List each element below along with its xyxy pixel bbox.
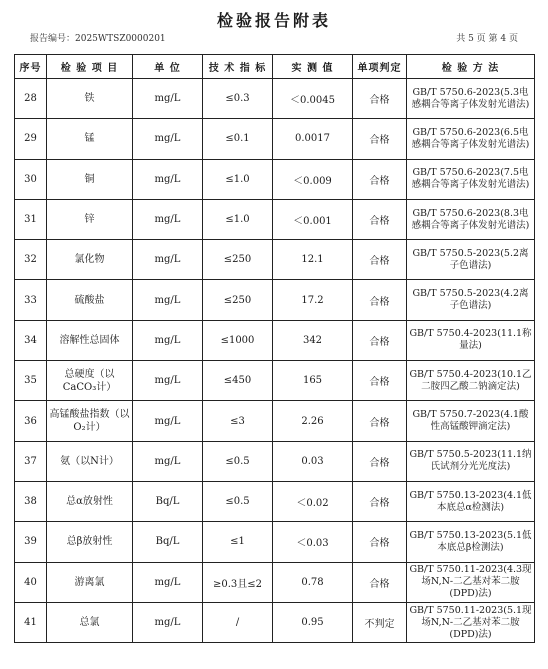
test-method: GB/T 5750.6-2023(6.5电感耦合等离子体发射光谱法) [407, 119, 535, 159]
measured-value: 12.1 [273, 240, 353, 280]
technical-standard: ≤0.5 [203, 441, 273, 481]
technical-standard: ≤250 [203, 240, 273, 280]
measured-value: 2.26 [273, 401, 353, 441]
page-info: 共 5 页 第 4 页 [456, 34, 518, 44]
unit: mg/L [133, 199, 203, 239]
row-number: 28 [15, 79, 47, 119]
judgement: 合格 [353, 199, 407, 239]
table-row [15, 361, 535, 401]
header-no: 序号 [15, 55, 47, 79]
technical-standard: ≤1 [203, 522, 273, 562]
measured-value: 0.03 [273, 441, 353, 481]
test-item: 游离氯 [47, 562, 133, 602]
judgement: 不判定 [353, 602, 407, 642]
unit: mg/L [133, 562, 203, 602]
technical-standard: ≤0.5 [203, 481, 273, 521]
judgement: 合格 [353, 79, 407, 119]
test-method: GB/T 5750.5-2023(11.1纳氏试剂分光光度法) [407, 441, 535, 481]
row-number: 37 [15, 441, 47, 481]
unit: Bq/L [133, 481, 203, 521]
unit: mg/L [133, 79, 203, 119]
test-method: GB/T 5750.13-2023(4.1低本底总α检测法) [407, 481, 535, 521]
technical-standard: ≤0.3 [203, 79, 273, 119]
test-item: 总氯 [47, 602, 133, 642]
measured-value: 0.95 [273, 602, 353, 642]
test-method: GB/T 5750.4-2023(11.1称量法) [407, 320, 535, 360]
table-header-row [15, 55, 535, 79]
test-method: GB/T 5750.6-2023(8.3电感耦合等离子体发射光谱法) [407, 199, 535, 239]
row-number: 36 [15, 401, 47, 441]
test-item: 铜 [47, 159, 133, 199]
row-number: 33 [15, 280, 47, 320]
judgement: 合格 [353, 240, 407, 280]
row-number: 32 [15, 240, 47, 280]
row-number: 41 [15, 602, 47, 642]
row-number: 30 [15, 159, 47, 199]
unit: mg/L [133, 602, 203, 642]
header-judgement: 单项判定 [353, 55, 407, 79]
table-row [15, 280, 535, 320]
judgement: 合格 [353, 119, 407, 159]
report-title: 检验报告附表 [216, 11, 331, 30]
judgement: 合格 [353, 441, 407, 481]
header-value: 实 测 值 [273, 55, 353, 79]
table-row [15, 119, 535, 159]
test-method: GB/T 5750.6-2023(7.5电感耦合等离子体发射光谱法) [407, 159, 535, 199]
table-row [15, 602, 535, 642]
test-method: GB/T 5750.11-2023(4.3现场N,N-二乙基对苯二胺(DPD)法) [407, 562, 535, 602]
table-row [15, 401, 535, 441]
judgement: 合格 [353, 522, 407, 562]
measured-value: 342 [273, 320, 353, 360]
measured-value: ＜0.02 [273, 481, 353, 521]
test-item: 硫酸盐 [47, 280, 133, 320]
test-item: 总硬度（以CaCO₃计） [47, 361, 133, 401]
row-number: 35 [15, 361, 47, 401]
measured-value: ＜0.001 [273, 199, 353, 239]
judgement: 合格 [353, 481, 407, 521]
unit: Bq/L [133, 522, 203, 562]
technical-standard: / [203, 602, 273, 642]
unit: mg/L [133, 119, 203, 159]
test-item: 总α放射性 [47, 481, 133, 521]
technical-standard: ≤1.0 [203, 159, 273, 199]
test-method: GB/T 5750.7-2023(4.1酸性高锰酸钾滴定法) [407, 401, 535, 441]
test-item: 氨（以N计） [47, 441, 133, 481]
unit: mg/L [133, 159, 203, 199]
header-unit: 单 位 [133, 55, 203, 79]
row-number: 31 [15, 199, 47, 239]
table-row [15, 240, 535, 280]
test-item: 锌 [47, 199, 133, 239]
table-row [15, 481, 535, 521]
test-method: GB/T 5750.5-2023(4.2离子色谱法) [407, 280, 535, 320]
technical-standard: ≤1000 [203, 320, 273, 360]
row-number: 40 [15, 562, 47, 602]
test-method: GB/T 5750.5-2023(5.2离子色谱法) [407, 240, 535, 280]
unit: mg/L [133, 441, 203, 481]
table-row [15, 199, 535, 239]
unit: mg/L [133, 320, 203, 360]
technical-standard: ≥0.3且≤2 [203, 562, 273, 602]
judgement: 合格 [353, 159, 407, 199]
judgement: 合格 [353, 401, 407, 441]
table-row [15, 562, 535, 602]
test-item: 总β放射性 [47, 522, 133, 562]
unit: mg/L [133, 401, 203, 441]
judgement: 合格 [353, 562, 407, 602]
test-item: 溶解性总固体 [47, 320, 133, 360]
test-method: GB/T 5750.13-2023(5.1低本底总β检测法) [407, 522, 535, 562]
table-row [15, 522, 535, 562]
technical-standard: ≤450 [203, 361, 273, 401]
measured-value: 0.78 [273, 562, 353, 602]
header-standard: 技 术 指 标 [203, 55, 273, 79]
test-method: GB/T 5750.6-2023(5.3电感耦合等离子体发射光谱法) [407, 79, 535, 119]
measured-value: 165 [273, 361, 353, 401]
results-table [14, 54, 535, 643]
judgement: 合格 [353, 320, 407, 360]
judgement: 合格 [353, 280, 407, 320]
header-method: 检 验 方 法 [407, 55, 535, 79]
technical-standard: ≤0.1 [203, 119, 273, 159]
technical-standard: ≤250 [203, 280, 273, 320]
row-number: 38 [15, 481, 47, 521]
table-row [15, 320, 535, 360]
row-number: 29 [15, 119, 47, 159]
table-row [15, 159, 535, 199]
test-method: GB/T 5750.11-2023(5.1现场N,N-二乙基对苯二胺(DPD)法) [407, 602, 535, 642]
row-number: 39 [15, 522, 47, 562]
test-item: 氯化物 [47, 240, 133, 280]
technical-standard: ≤1.0 [203, 199, 273, 239]
report-number: 报告编号：2025WTSZ0000201 [30, 34, 166, 44]
test-item: 锰 [47, 119, 133, 159]
unit: mg/L [133, 280, 203, 320]
test-item: 铁 [47, 79, 133, 119]
measured-value: ＜0.03 [273, 522, 353, 562]
measured-value: ＜0.0045 [273, 79, 353, 119]
judgement: 合格 [353, 361, 407, 401]
row-number: 34 [15, 320, 47, 360]
table-row [15, 79, 535, 119]
table-row [15, 441, 535, 481]
measured-value: 17.2 [273, 280, 353, 320]
unit: mg/L [133, 240, 203, 280]
test-method: GB/T 5750.4-2023(10.1乙二胺四乙酸二钠滴定法) [407, 361, 535, 401]
measured-value: ＜0.009 [273, 159, 353, 199]
unit: mg/L [133, 361, 203, 401]
technical-standard: ≤3 [203, 401, 273, 441]
measured-value: 0.0017 [273, 119, 353, 159]
test-item: 高锰酸盐指数（以O₂计） [47, 401, 133, 441]
header-item: 检 验 项 目 [47, 55, 133, 79]
